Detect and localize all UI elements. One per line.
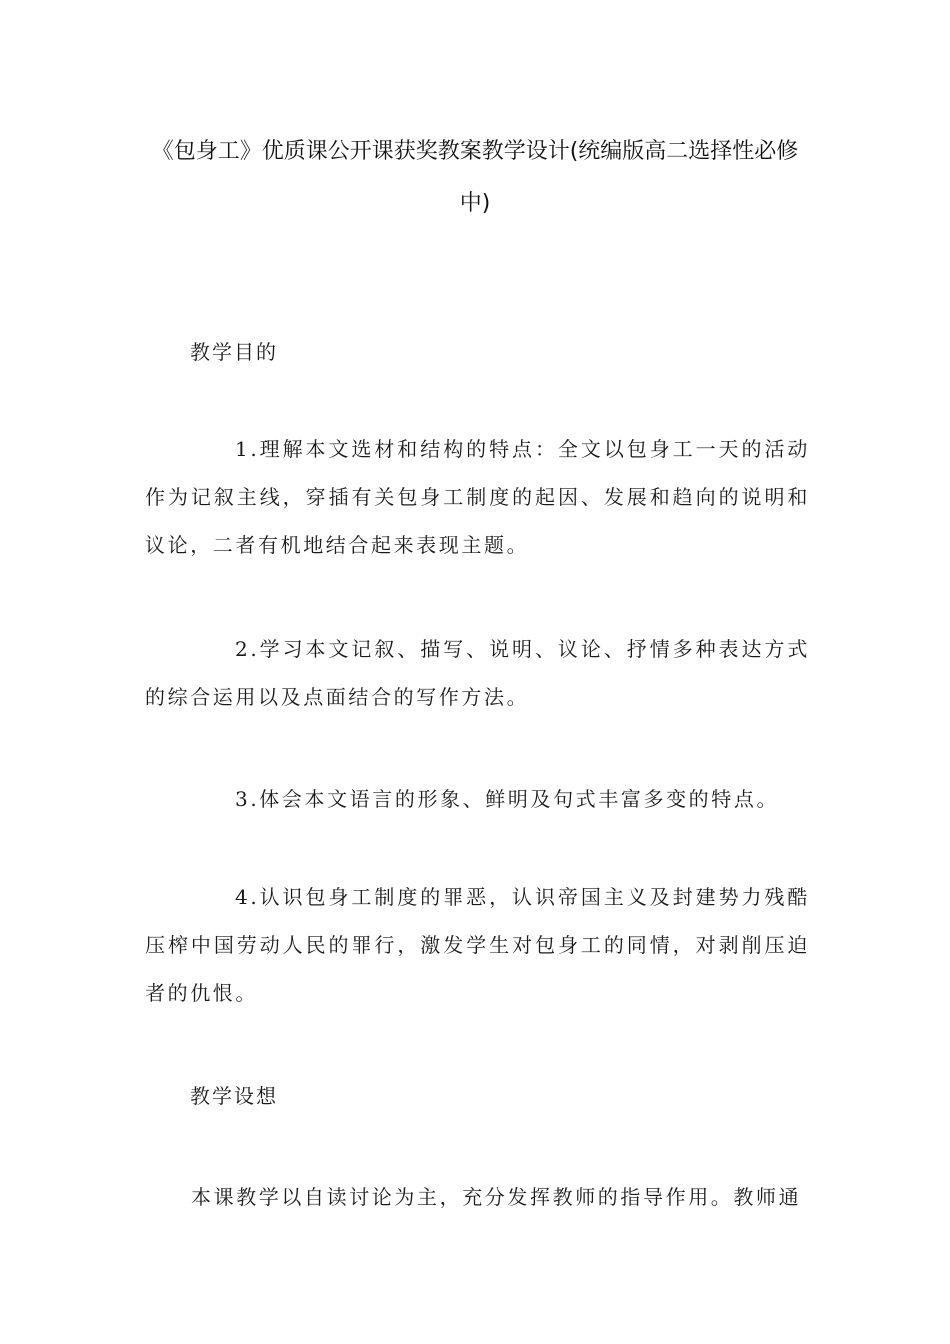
objective-2: 2.学习本文记叙、描写、说明、议论、抒情多种表达方式的综合运用以及点面结合的写作方法。	[145, 637, 810, 709]
objective-1: 1.理解本文选材和结构的特点：全文以包身工一天的活动作为记叙主线，穿插有关包身工制度的起因、发展和趋向的说明和议论，二者有机地结合起来表现主题。	[145, 437, 810, 557]
document-title: 《包身工》优质课公开课获奖教案教学设计(统编版高二选择性必修中)	[151, 139, 799, 216]
objective-4: 4.认识包身工制度的罪恶，认识帝国主义及封建势力残酷压榨中国劳动人民的罪行，激发学生对包身工的同情，对剥削压迫者的仇恨。	[145, 885, 810, 1005]
section-heading-design: 教学设想	[190, 1084, 278, 1108]
design-paragraph: 本课教学以自读讨论为主，充分发挥教师的指导作用。教师通	[191, 1185, 802, 1209]
objective-3: 3.体会本文语言的形象、鲜明及句式丰富多变的特点。	[235, 787, 780, 811]
section-heading-objectives: 教学目的	[190, 340, 278, 364]
